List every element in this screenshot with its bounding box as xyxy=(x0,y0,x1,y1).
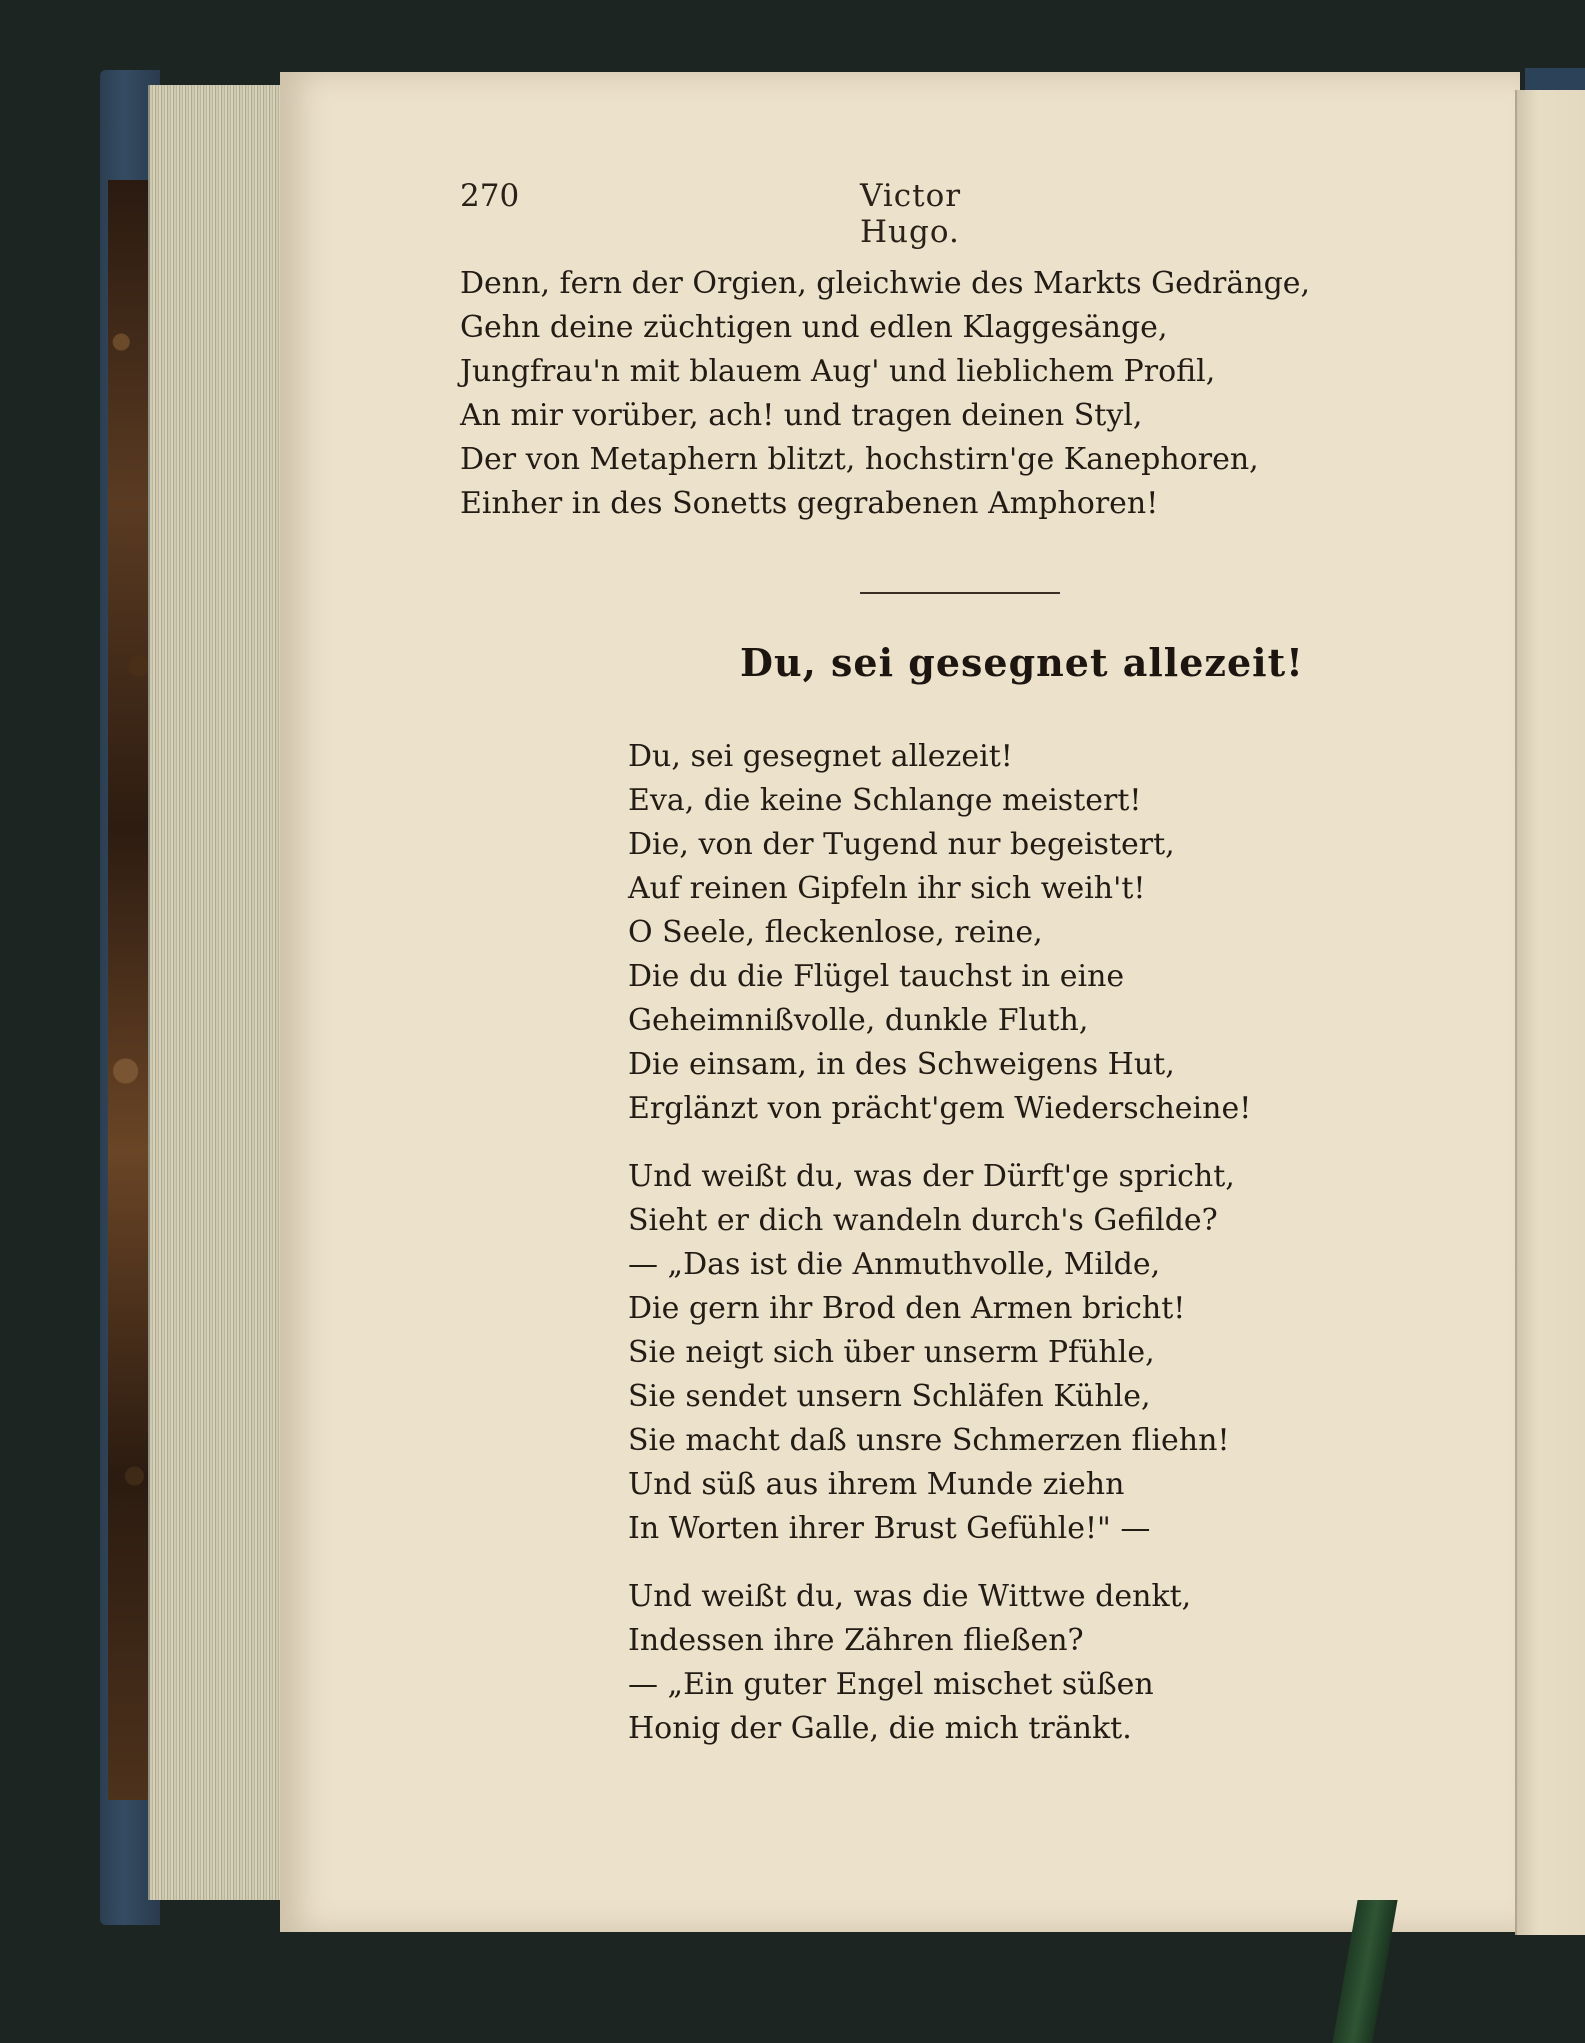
verse-line: Der von Metaphern blitzt, hochstirn'ge Kanephoren, xyxy=(460,442,1259,477)
section-divider xyxy=(860,592,1060,594)
facing-page-edge xyxy=(1515,90,1585,1935)
verse-line: In Worten ihrer Brust Gefühle!" — xyxy=(628,1511,1151,1546)
verse-line: Jungfrau'n mit blauem Aug' und lieblichem Profil, xyxy=(460,354,1216,389)
verse-line: Die einsam, in des Schweigens Hut, xyxy=(628,1047,1175,1082)
poem-stanza-1 xyxy=(628,735,1251,1131)
verse-line: Die gern ihr Brod den Armen bricht! xyxy=(628,1291,1186,1326)
verse-line: Die du die Flügel tauchst in eine xyxy=(628,959,1125,994)
verse-line: Und süß aus ihrem Munde ziehn xyxy=(628,1467,1125,1502)
verse-line: Und weißt du, was die Wittwe denkt, xyxy=(628,1579,1192,1614)
opening-stanza xyxy=(460,262,1310,526)
verse-line: Sie neigt sich über unserm Pfühle, xyxy=(628,1335,1155,1370)
marbled-endpaper xyxy=(108,180,152,1800)
poem-stanza-2 xyxy=(628,1155,1235,1551)
poem-title: Du, sei gesegnet allezeit! xyxy=(740,640,1304,685)
page-header xyxy=(460,178,1060,250)
page-number: 270 xyxy=(460,178,520,214)
verse-line: Die, von der Tugend nur begeistert, xyxy=(628,827,1175,862)
verse-line: Geheimnißvolle, dunkle Fluth, xyxy=(628,1003,1089,1038)
page-edges xyxy=(148,85,285,1900)
verse-line: O Seele, fleckenlose, reine, xyxy=(628,915,1043,950)
verse-line: Sieht er dich wandeln durch's Gefilde? xyxy=(628,1203,1218,1238)
poem-stanza-3 xyxy=(628,1575,1191,1751)
verse-line: Einher in des Sonetts gegrabenen Amphoren! xyxy=(460,486,1159,521)
verse-line: Auf reinen Gipfeln ihr sich weih't! xyxy=(628,871,1146,906)
verse-line: Erglänzt von prächt'gem Wiederscheine! xyxy=(628,1091,1252,1126)
verse-line: Indessen ihre Zähren fließen? xyxy=(628,1623,1084,1658)
verse-line: — „Das ist die Anmuthvolle, Milde, xyxy=(628,1247,1161,1282)
verse-line: Honig der Galle, die mich tränkt. xyxy=(628,1711,1132,1746)
verse-line: Und weißt du, was der Dürft'ge spricht, xyxy=(628,1159,1235,1194)
verse-line: Du, sei gesegnet allezeit! xyxy=(628,739,1013,774)
verse-line: Eva, die keine Schlange meistert! xyxy=(628,783,1142,818)
verse-line: An mir vorüber, ach! und tragen deinen Styl, xyxy=(460,398,1143,433)
verse-line: Sie sendet unsern Schläfen Kühle, xyxy=(628,1379,1151,1414)
verse-line: Denn, fern der Orgien, gleichwie des Markts Gedränge, xyxy=(460,266,1311,301)
verse-line: Gehn deine züchtigen und edlen Klaggesänge, xyxy=(460,310,1168,345)
back-cover-edge xyxy=(1525,68,1585,90)
verse-line: Sie macht daß unsre Schmerzen fliehn! xyxy=(628,1423,1230,1458)
running-head: Victor Hugo. xyxy=(860,178,962,250)
verse-line: — „Ein guter Engel mischet süßen xyxy=(628,1667,1154,1702)
